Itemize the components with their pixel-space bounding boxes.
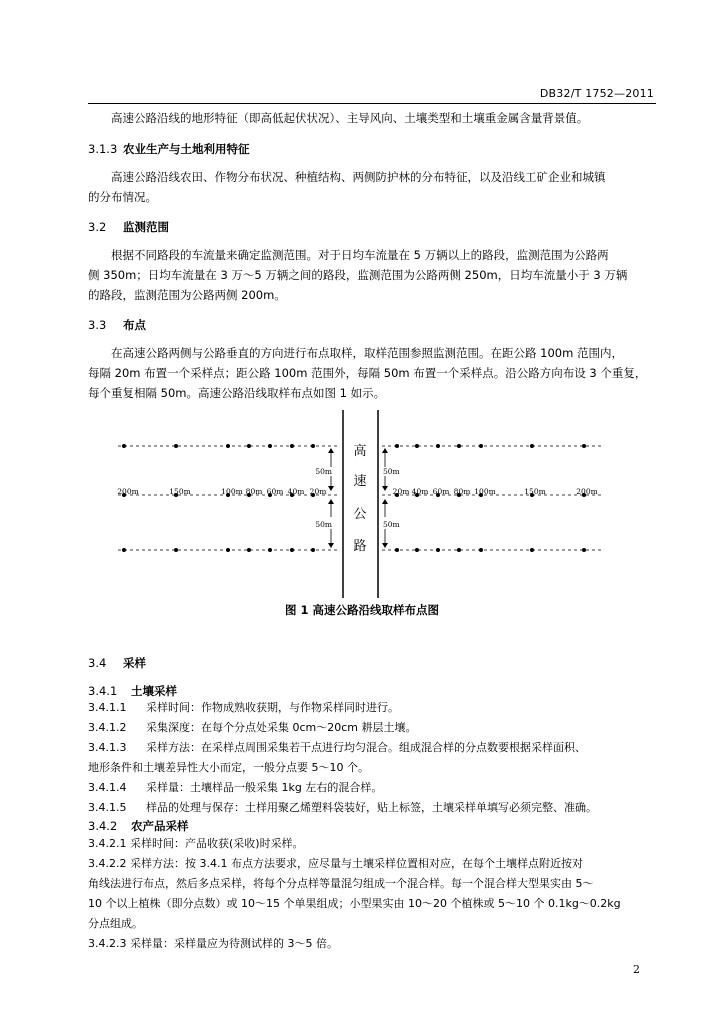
clause-3-4-1-3 — [88, 738, 660, 758]
road-label-char: 速 — [353, 474, 367, 489]
sampling-point — [122, 444, 126, 448]
clause-number: 3.4.1.3 — [88, 741, 127, 754]
sampling-point — [479, 548, 483, 552]
distance-label-left: 100m — [221, 487, 243, 496]
sampling-point — [582, 444, 586, 448]
sampling-point — [530, 444, 534, 448]
clause-text: 采样时间：作物成熟收获期，与作物采样同时进行。 — [146, 701, 399, 714]
clause-3-4-2-1: 3.4.2.1 采样时间：产品收获(采收)时采样。 — [88, 837, 304, 850]
sampling-point — [415, 548, 419, 552]
sampling-point — [395, 548, 399, 552]
clause-continuation: 分点组成。 — [88, 917, 143, 930]
section-number: 3.1.3 — [88, 142, 118, 156]
sampling-point — [247, 548, 251, 552]
distance-label-left: 150m — [169, 487, 191, 496]
clause-3-4-1-2 — [88, 718, 660, 738]
heading-3-4-2 — [88, 818, 189, 834]
figure-caption: 图 1 高速公路沿线取样布点图 — [284, 603, 439, 617]
distance-label-left: 40m — [287, 487, 305, 496]
clause-continuation: 角线法进行布点，然后多点采样，将每个分点样等量混匀组成一个混合样。每一个混合样大型果实由 5～ — [88, 877, 594, 890]
distance-label-right: 150m — [524, 487, 546, 496]
clause-number: 3.4.1.5 — [88, 801, 127, 814]
spacing-label: 50m — [315, 520, 332, 529]
sampling-point — [268, 548, 272, 552]
sampling-point — [395, 444, 399, 448]
sampling-point — [415, 444, 419, 448]
sampling-point — [290, 444, 294, 448]
clause-continuation: 地形条件和土壤差异性大小而定，一般分点要 5～10 个。 — [88, 761, 369, 774]
distance-label-left: 80m — [245, 487, 263, 496]
paragraph-line: 每隔 20m 布置一个采样点；距公路 100m 范围外，每隔 50m 布置一个采样点。沿公路方向布设 3 个重复， — [88, 366, 647, 380]
section-number: 3.4.1 — [88, 684, 118, 698]
document-code: DB32/T 1752—2011 — [539, 87, 654, 100]
paragraph-line: 高速公路沿线农田、作物分布状况、种植结构、两侧防护林的分布特征，以及沿线工矿企业和城镇 — [111, 170, 606, 184]
sampling-point — [247, 444, 251, 448]
distance-label-right: 40m — [411, 487, 429, 496]
heading-3-3 — [88, 317, 146, 333]
sampling-point — [122, 548, 126, 552]
section-number: 3.3 — [88, 318, 107, 332]
spacing-label: 50m — [383, 520, 400, 529]
distance-label-right: 80m — [453, 487, 471, 496]
section-number: 3.4 — [88, 656, 107, 670]
sampling-layout-figure — [0, 408, 724, 608]
paragraph-line: 每个重复相隔 50m。高速公路沿线取样布点如图 1 如示。 — [88, 386, 386, 400]
road-label-char: 路 — [353, 539, 367, 554]
sampling-points — [118, 444, 602, 552]
heading-3-2 — [88, 219, 169, 235]
sampling-point — [226, 548, 230, 552]
clause-number: 3.4.1.4 — [88, 781, 127, 794]
paragraph-line: 的路段，监测范围为公路两侧 200m。 — [88, 288, 286, 302]
distance-label-right: 60m — [432, 487, 450, 496]
section-title: 农业生产与土地利用特征 — [123, 142, 250, 156]
distance-label-left: 60m — [266, 487, 284, 496]
sampling-point — [436, 548, 440, 552]
distance-label-left: 20m — [309, 487, 327, 496]
distance-label-left: 200m — [117, 487, 139, 496]
sampling-point — [582, 548, 586, 552]
clause-text: 采样方法：在采样点周围采集若干点进行均匀混合。组成混合样的分点数要根据采样面积、 — [146, 741, 586, 754]
heading-3-4-1 — [88, 683, 177, 699]
clause-3-4-1-1 — [88, 698, 660, 718]
clause-number: 3.4.1.1 — [88, 701, 127, 714]
section-number: 3.2 — [88, 220, 107, 234]
road-label-char: 公 — [353, 507, 367, 522]
section-title: 采样 — [123, 656, 146, 670]
distance-label-right: 100m — [474, 487, 496, 496]
section-title: 农产品采样 — [131, 819, 189, 833]
sampling-point — [436, 444, 440, 448]
sampling-point — [479, 444, 483, 448]
heading-3-1-3 — [88, 141, 250, 157]
sampling-point — [311, 548, 315, 552]
distance-label-right: 200m — [576, 487, 598, 496]
paragraph-line: 的分布情况。 — [88, 190, 157, 204]
clause-3-4-1-4 — [88, 778, 660, 798]
sampling-point — [530, 548, 534, 552]
clause-3-4-2-3: 3.4.2.3 采样量：采样量应为待测试样的 3～5 倍。 — [88, 937, 338, 950]
paragraph-line: 在高速公路两侧与公路垂直的方向进行布点取样，取样范围参照监测范围。在距公路 100m 范围内， — [111, 346, 623, 360]
section-number: 3.4.2 — [88, 819, 118, 833]
sampling-point — [226, 444, 230, 448]
paragraph-line: 侧 350m；日均车流量在 3 万～5 万辆之间的路段，监测范围为公路两侧 250m，日均车流量小于 3 万辆 — [88, 268, 628, 282]
sampling-point — [311, 444, 315, 448]
sampling-point — [174, 548, 178, 552]
section-title: 土壤采样 — [131, 684, 177, 698]
sampling-point — [457, 548, 461, 552]
distance-label-right: 20m — [392, 487, 410, 496]
road-label-char: 高 — [353, 444, 367, 459]
section-title: 监测范围 — [123, 220, 169, 234]
header-rule — [88, 103, 656, 104]
section-title: 布点 — [123, 318, 146, 332]
clause-number: 3.4.1.2 — [88, 721, 127, 734]
paragraph-line: 根据不同路段的车流量来确定监测范围。对于日均车流量在 5 万辆以上的路段，监测范围为公路两 — [111, 248, 609, 262]
clause-text: 采样量：土壤样品一般采集 1kg 左右的混合样。 — [146, 781, 383, 794]
intro-line: 高速公路沿线的地形特征（即高低起伏状况）、主导风向、土壤类型和土壤重金属含量背景值。 — [111, 111, 589, 125]
clause-text: 样品的处理与保存：土样用聚乙烯塑料袋装好，贴上标签，土壤采样单填写必须完整、准确。 — [146, 801, 597, 814]
clause-text: 采集深度：在每个分点处采集 0cm～20cm 耕层土壤。 — [146, 721, 417, 734]
clause-continuation: 10 个以上植株（即分点数）或 10～15 个单果组成；小型果实由 10～20 个植株或 5～10 个 0.1kg～0.2kg — [88, 897, 621, 910]
heading-3-4 — [88, 655, 146, 671]
sampling-point — [174, 444, 178, 448]
page-number: 2 — [633, 963, 640, 976]
spacing-label: 50m — [315, 467, 332, 476]
clause-3-4-2-2: 3.4.2.2 采样方法：按 3.4.1 布点方法要求，应尽量与土壤采样位置相对应，在每个土壤样点附近按对 — [88, 857, 583, 870]
sampling-point — [457, 444, 461, 448]
sampling-point — [268, 444, 272, 448]
sampling-point — [290, 548, 294, 552]
spacing-label: 50m — [383, 467, 400, 476]
clause-3-4-1-5 — [88, 798, 660, 818]
